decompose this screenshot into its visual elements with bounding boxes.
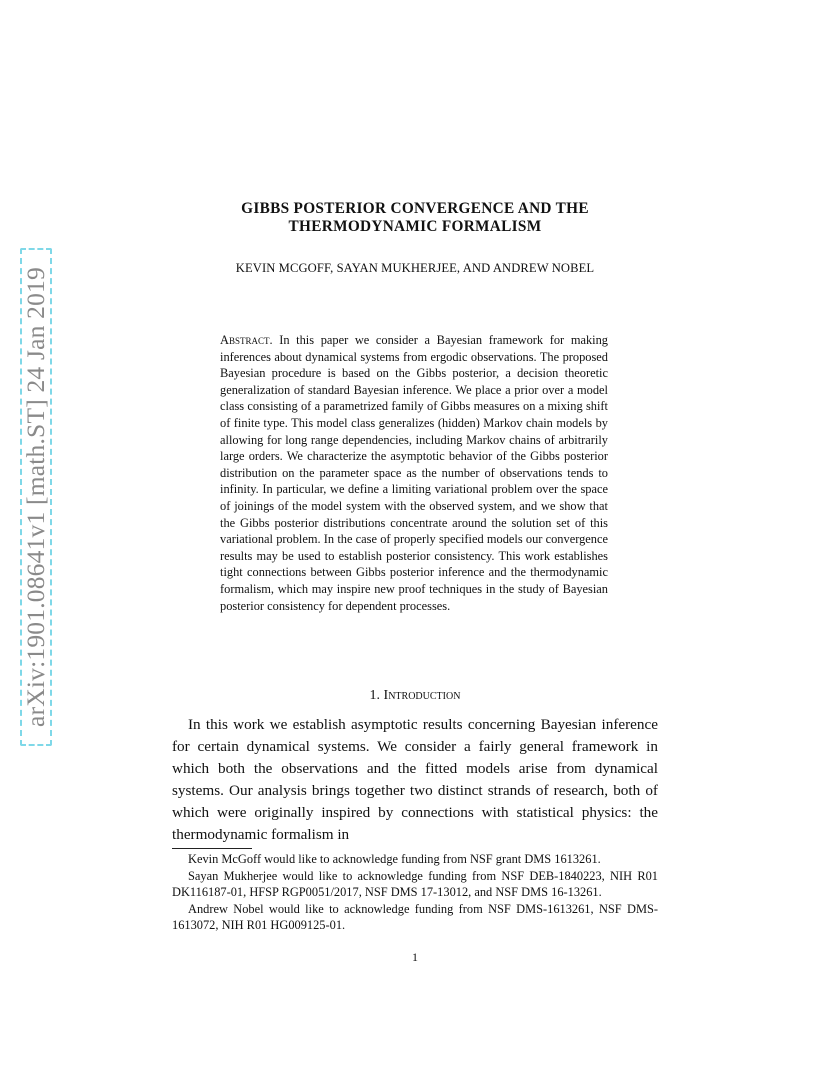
- footnote-divider: [172, 848, 252, 849]
- author-list: KEVIN MCGOFF, SAYAN MUKHERJEE, AND ANDREW NOBEL: [235, 261, 595, 275]
- footnote-mcgoff: Kevin McGoff would like to acknowledge funding from NSF grant DMS 1613261.: [188, 852, 601, 866]
- abstract-label: Abstract.: [220, 333, 273, 347]
- arxiv-stamp: [20, 248, 52, 746]
- introduction-paragraph: In this work we establish asymptotic results concerning Bayesian inference for certain dynamical systems. We consider a fairly general framework in which both the observations and the fitted models arise from dynamical systems. Our analysis brings together two distinct strands of research, both of which were originally inspired by connections with statistical physics: the thermodynamic formalism in: [172, 716, 658, 843]
- footnote-mukherjee: Sayan Mukherjee would like to acknowledge funding from NSF DEB-1840223, NIH R01 DK116187-01, HFSP RGP0051/2017, NSF DMS 17-13012, and NSF DMS 16-13261.: [172, 868, 658, 900]
- paper-title: GIBBS POSTERIOR CONVERGENCE AND THE THERMODYNAMIC FORMALISM: [241, 200, 589, 235]
- arxiv-identifier: arXiv:1901.08641v1 [math.ST] 24 Jan 2019: [21, 267, 50, 727]
- abstract-text: In this paper we consider a Bayesian framework for making inferences about dynamical systems from ergodic observations. The proposed Bayesian procedure is based on the Gibbs posterior, a decision theoretic generalization of standard Bayesian inference. We place a prior over a model class consisting of a parametrized family of Gibbs measures on a mixing shift of finite type. This model class generalizes (hidden) Markov chain models by allowing for long range dependencies, including Markov chains of arbitrarily large orders. We characterize the asymptotic behavior of the Gibbs posterior distribution on the parameter space as the number of observations tends to infinity. In particular, we define a limiting variational problem over the space of joinings of the model system with the observed system, and we show that the Gibbs posterior distributions concentrate around the solution set of this variational problem. In the case of properly specified models our convergence results may be used to establish posterior consistency. This work establishes tight connections between Gibbs posterior inference and the thermodynamic formalism, which may inspire new proof techniques in the study of Bayesian posterior consistency for dependent processes.: [220, 333, 608, 613]
- section-number: 1.: [369, 688, 381, 703]
- abstract: [220, 332, 608, 614]
- section-heading: [172, 688, 658, 704]
- page-number: 1: [412, 950, 418, 964]
- footnotes: [172, 851, 658, 934]
- footnote-nobel: Andrew Nobel would like to acknowledge funding from NSF DMS-1613261, NSF DMS-1613072, NIH R01 HG009125-01.: [172, 901, 658, 933]
- section-title: Introduction: [383, 688, 461, 703]
